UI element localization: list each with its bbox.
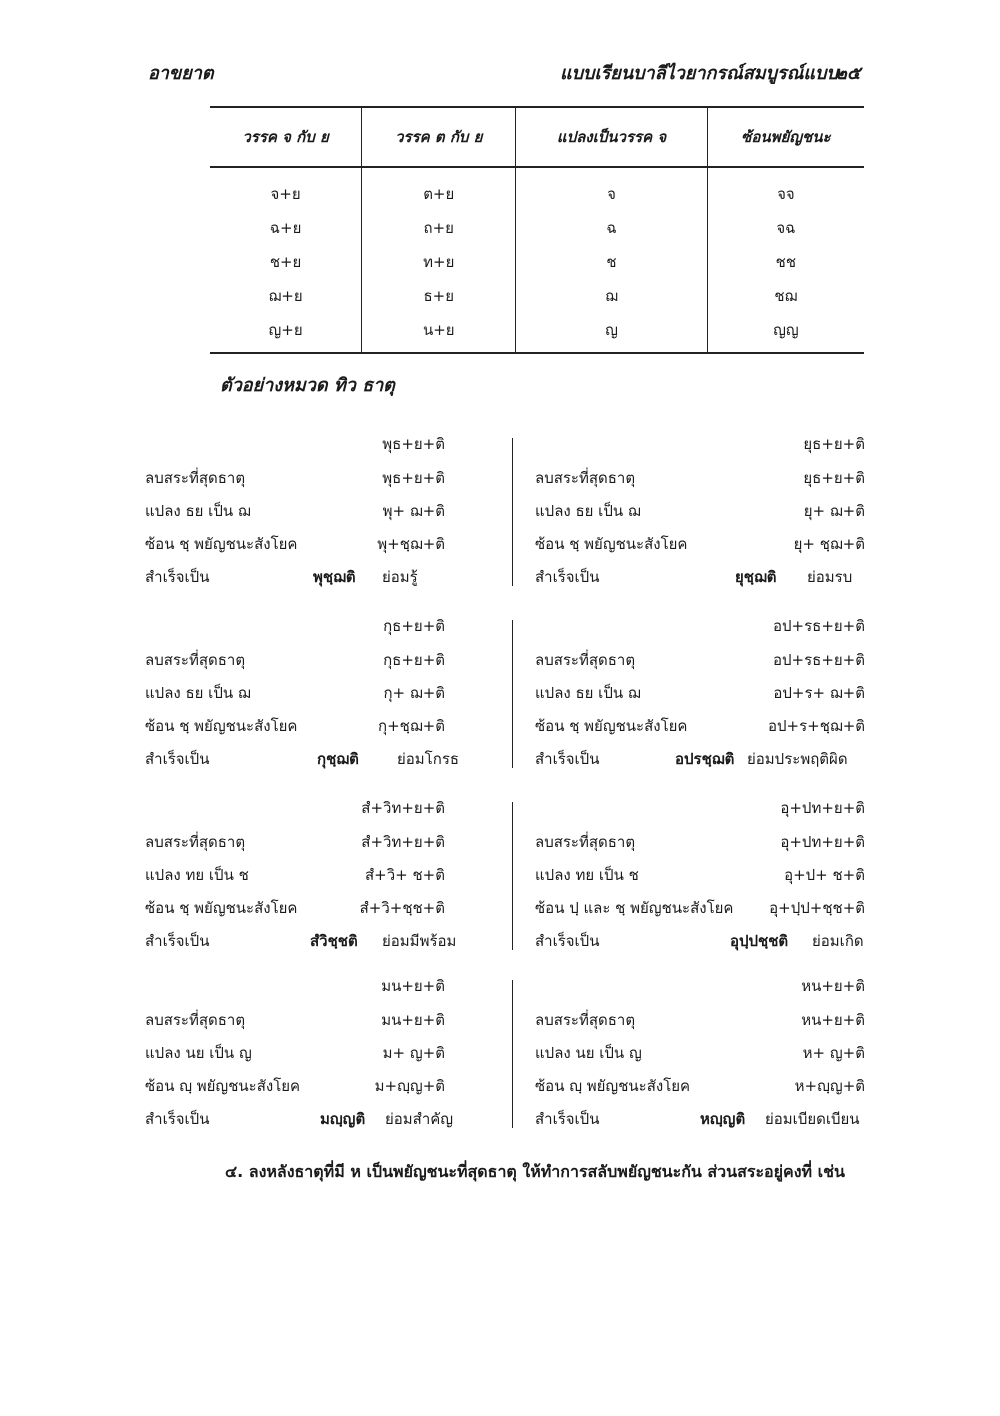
- derivation-example: [535, 610, 875, 775]
- table-cell: ฌ+ย: [268, 287, 303, 305]
- step-formula: กุ+ชฺฌ+ติ: [378, 717, 445, 735]
- column-divider: [512, 620, 513, 768]
- step-label: ลบสระที่สุดธาตุ: [535, 833, 636, 851]
- table-cell: ช+ย: [269, 253, 302, 271]
- step-formula: สํ+วิ+ ช+ติ: [365, 866, 445, 884]
- step-label: ลบสระที่สุดธาตุ: [145, 651, 246, 669]
- table-cell: ถ+ย: [362, 211, 516, 245]
- table-header-cell: แปลงเป็นวรรค จ: [516, 107, 707, 167]
- running-header-left: อาขยาต: [148, 63, 214, 84]
- table-cell: ฌ: [516, 279, 707, 313]
- step-formula: อุ+ปฺป+ชฺช+ติ: [769, 899, 865, 917]
- step-formula: ยุ+ ชฺฌ+ติ: [793, 535, 865, 553]
- result-label: สำเร็จเป็น: [145, 932, 210, 950]
- result-label: สำเร็จเป็น: [145, 1110, 210, 1128]
- step-formula: ม+ญฺญ+ติ: [374, 1077, 445, 1095]
- section-title: ตัวอย่างหมวด ทิว ธาตุ: [220, 375, 395, 396]
- root-formula: อป+รธ+ย+ติ: [773, 617, 865, 635]
- root-formula: อุ+ปท+ย+ติ: [780, 799, 865, 817]
- result-meaning: ย่อมโกรธ: [397, 750, 460, 768]
- step-formula: ยุธ+ย+ติ: [803, 469, 865, 487]
- table-row: [210, 211, 864, 245]
- table-cell: จฉ: [707, 211, 864, 245]
- step-formula: ห+ ญ+ติ: [802, 1044, 865, 1062]
- root-formula: พุธ+ย+ติ: [382, 435, 445, 453]
- step-formula: หน+ย+ติ: [801, 1011, 865, 1029]
- step-label: ซ้อน ญฺ พยัญชนะสังโยค: [535, 1077, 691, 1095]
- derivation-example: [535, 792, 875, 957]
- table-cell: ญ: [516, 313, 707, 353]
- table-cell: จ+ย: [270, 185, 301, 203]
- derivation-example: [535, 428, 875, 593]
- table-row: [210, 245, 864, 279]
- rule-4-paragraph: ๔. ลงหลังธาตุที่มี ห เป็นพยัญชนะที่สุดธาตุ ให้ทำการสลับพยัญชนะกัน ส่วนสระอยู่คงที่ เช่น: [225, 1162, 845, 1181]
- step-formula: ม+ ญ+ติ: [382, 1044, 445, 1062]
- result-meaning: ย่อมเกิด: [812, 932, 864, 950]
- result-word: พุชฺฌติ: [313, 568, 356, 586]
- result-label: สำเร็จเป็น: [535, 932, 600, 950]
- step-label: ลบสระที่สุดธาตุ: [145, 1011, 246, 1029]
- step-formula: กุธ+ย+ติ: [383, 651, 445, 669]
- result-meaning: ย่อมประพฤติผิด: [747, 750, 848, 768]
- step-label: ซ้อน ชฺ พยัญชนะสังโยค: [145, 717, 298, 735]
- step-formula: พุ+ ฌ+ติ: [382, 502, 445, 520]
- step-label: ซ้อน ชฺ พยัญชนะสังโยค: [535, 717, 688, 735]
- step-formula: มน+ย+ติ: [381, 1011, 445, 1029]
- step-formula: พุธ+ย+ติ: [382, 469, 445, 487]
- table-cell: ธ+ย: [362, 279, 516, 313]
- table-cell: ชฌ: [707, 279, 864, 313]
- step-formula: สํ+วิท+ย+ติ: [361, 833, 445, 851]
- table-cell: ชช: [707, 245, 864, 279]
- table-cell: น+ย: [362, 313, 516, 353]
- column-divider: [512, 980, 513, 1128]
- step-label: ซ้อน ปฺ และ ชฺ พยัญชนะสังโยค: [535, 899, 734, 917]
- root-formula: สํ+วิท+ย+ติ: [361, 799, 445, 817]
- step-label: ซ้อน ชฺ พยัญชนะสังโยค: [535, 535, 688, 553]
- step-label: ลบสระที่สุดธาตุ: [145, 469, 246, 487]
- table-header-row: [210, 107, 864, 167]
- root-formula: กุธ+ย+ติ: [383, 617, 445, 635]
- column-divider: [512, 438, 513, 586]
- step-label: ลบสระที่สุดธาตุ: [535, 469, 636, 487]
- result-meaning: ย่อมสำคัญ: [385, 1110, 454, 1128]
- root-formula: มน+ย+ติ: [381, 977, 445, 995]
- step-label: แปลง ธย เป็น ฌ: [535, 502, 641, 520]
- step-label: ลบสระที่สุดธาตุ: [535, 1011, 636, 1029]
- result-word: หญฺญติ: [700, 1110, 746, 1128]
- step-label: ซ้อน ชฺ พยัญชนะสังโยค: [145, 899, 298, 917]
- page-number: ๒๕: [835, 63, 861, 84]
- table-cell: จ: [516, 167, 707, 211]
- step-label: แปลง ธย เป็น ฌ: [145, 684, 251, 702]
- step-formula: ห+ญฺญ+ติ: [794, 1077, 865, 1095]
- result-meaning: ย่อมมีพร้อม: [382, 932, 457, 950]
- step-label: แปลง ทย เป็น ช: [535, 866, 639, 884]
- step-formula: สํ+วิ+ชฺช+ติ: [359, 899, 445, 917]
- result-word: ยุชฺฌติ: [735, 568, 777, 586]
- step-label: ซ้อน ญฺ พยัญชนะสังโยค: [145, 1077, 301, 1095]
- table-cell: ญ+ย: [210, 313, 362, 353]
- table-cell: ท+ย: [362, 245, 516, 279]
- table-cell: จจ: [707, 167, 864, 211]
- derivation-example: [145, 792, 485, 957]
- table-cell: ช: [516, 245, 707, 279]
- table-cell: ฉ: [516, 211, 707, 245]
- step-formula: พุ+ชฺฌ+ติ: [377, 535, 445, 553]
- column-divider: [512, 802, 513, 950]
- step-formula: กุ+ ฌ+ติ: [383, 684, 445, 702]
- result-word: กุชฺฌติ: [317, 750, 359, 768]
- table-row: [210, 279, 864, 313]
- derivation-example: [145, 970, 485, 1135]
- step-label: แปลง นย เป็น ญ: [535, 1044, 642, 1062]
- result-word: อุปฺปชฺชติ: [730, 932, 789, 950]
- table-header-cell: วรรค จ กับ ย: [210, 107, 362, 167]
- table-row: [210, 313, 864, 353]
- step-label: ลบสระที่สุดธาตุ: [145, 833, 246, 851]
- table-cell: ต+ย: [362, 167, 516, 211]
- root-formula: ยุธ+ย+ติ: [803, 435, 865, 453]
- step-formula: อุ+ปท+ย+ติ: [780, 833, 865, 851]
- step-label: แปลง ทย เป็น ช: [145, 866, 249, 884]
- result-label: สำเร็จเป็น: [535, 1110, 600, 1128]
- table-header-cell: วรรค ต กับ ย: [362, 107, 516, 167]
- result-label: สำเร็จเป็น: [145, 750, 210, 768]
- step-formula: อุ+ป+ ช+ติ: [784, 866, 865, 884]
- result-meaning: ย่อมเบียดเบียน: [765, 1110, 860, 1128]
- step-label: แปลง ธย เป็น ฌ: [145, 502, 251, 520]
- result-meaning: ย่อมรบ: [807, 568, 853, 586]
- result-label: สำเร็จเป็น: [535, 750, 600, 768]
- result-word: มญฺญติ: [320, 1110, 366, 1128]
- conversion-table: [210, 106, 864, 354]
- derivation-example: [535, 970, 875, 1135]
- table-header-cell: ซ้อนพยัญชนะ: [707, 107, 864, 167]
- step-label: ลบสระที่สุดธาตุ: [535, 651, 636, 669]
- step-formula: อป+ร+ ฌ+ติ: [773, 684, 865, 702]
- result-label: สำเร็จเป็น: [535, 568, 600, 586]
- step-formula: อป+รธ+ย+ติ: [773, 651, 865, 669]
- step-label: แปลง ธย เป็น ฌ: [535, 684, 641, 702]
- running-header-book-title: แบบเรียนบาลีไวยากรณ์สมบูรณ์แบบ: [560, 63, 838, 84]
- table-row: [210, 167, 864, 211]
- derivation-example: [145, 428, 485, 593]
- table-cell: ฉ+ย: [269, 219, 302, 237]
- step-label: ซ้อน ชฺ พยัญชนะสังโยค: [145, 535, 298, 553]
- result-word: สํวิชฺชติ: [310, 932, 358, 950]
- root-formula: หน+ย+ติ: [801, 977, 865, 995]
- result-word: อปรชฺฌติ: [675, 750, 735, 768]
- derivation-example: [145, 610, 485, 775]
- table-cell: ญญ: [707, 313, 864, 353]
- result-label: สำเร็จเป็น: [145, 568, 210, 586]
- result-meaning: ย่อมรู้: [382, 568, 418, 586]
- step-formula: ยุ+ ฌ+ติ: [803, 502, 865, 520]
- step-label: แปลง นย เป็น ญ: [145, 1044, 252, 1062]
- step-formula: อป+ร+ชฺฌ+ติ: [767, 717, 865, 735]
